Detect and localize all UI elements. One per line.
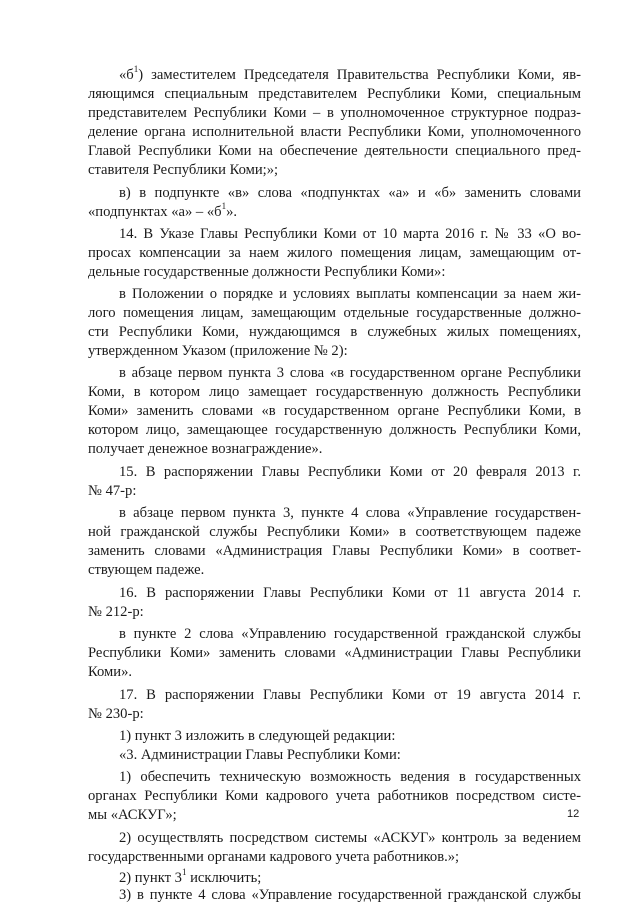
text-line: 17. В распоряжении Главы Республики Коми от 19 августа 2014 г. [119,687,581,703]
text-line: № 212-р: [88,604,144,620]
text-line: 1) пункт 3 изложить в следующей редакции: [119,728,396,744]
text-line: 15. В распоряжении Главы Республики Коми от 20 февраля 2013 г. [119,464,581,480]
text-line: в пункте 2 слова «Управлению государственной гражданской службы [119,626,581,642]
text-line: 16. В распоряжении Главы Республики Коми от 11 августа 2014 г. [119,585,581,601]
text-line: дельные государственные должности Республики Коми»: [88,264,446,280]
text-line: Коми, в котором лицо замещает государственную должность Республики [88,384,581,400]
text-line: котором лицо, замещающее государственную должность Республики Коми, [88,422,581,438]
text-line: 2) осуществлять посредством системы «АСКУГ» контроль за ведением [119,830,581,846]
text-line: органах Республики Коми кадрового учета работников посредством систе- [88,788,581,804]
text-line: государственными органами кадрового учета работников.»; [88,849,460,865]
text-line: № 230-р: [88,706,144,722]
page-number: 12 [567,808,580,820]
text-line: представителем Республики Коми – в уполномоченное структурное подраз- [88,105,581,121]
text-line: ствующем падеже. [88,562,205,578]
text-line: в абзаце первом пункта 3 слова «в государственном органе Республики [119,365,581,381]
text-line: в) в подпункте «в» слова «подпунктах «а» и «б» заменить словами [119,185,581,201]
text-line: в Положении о порядке и условиях выплаты компенсации за наем жи- [119,286,581,302]
text-line: лого помещения лицам, замещающим отдельные государственные должно- [88,305,581,321]
text-line: Коми». [88,664,133,680]
text-line: получает денежное вознаграждение». [88,441,323,457]
text-line: деление органа исполнительной власти Республики Коми, уполномоченного [88,124,581,140]
text-line: 3) в пункте 4 слова «Управление государственной гражданской службы [119,887,581,903]
text-line: ляющимся специальным представителем Республики Коми, специальным [88,86,581,102]
text-line: «$б^1$) заместителем Председателя Правительства Республики Коми, яв- [119,64,581,83]
text-line: в абзаце первом пункта 3, пункте 4 слова «Управление государствен- [119,505,581,521]
text-line: заменить словами «Администрация Главы Республики Коми» в соответ- [88,543,581,559]
text-line: «3. Администрации Главы Республики Коми: [119,747,401,763]
text-line: Коми» заменить словами «в государственном органе Республики Коми, в [88,403,581,419]
text-line: «подпунктах «а» – «$б^1$». [88,201,238,220]
text-line: Республики Коми» заменить словами «Администрации Главы Республики [88,645,581,661]
text-line: 14. В Указе Главы Республики Коми от 10 марта 2016 г. № 33 «О во- [119,226,581,242]
text-line: ной гражданской службы Республики Коми» в соответствующем падеже [88,524,581,540]
text-line: 1) обеспечить техническую возможность ведения в государственных [119,769,581,785]
text-line: сти Республики Коми, нуждающимся в служебных жилых помещениях, [88,324,581,340]
text-line: ставителя Республики Коми;»; [88,162,279,178]
text-line: Главой Республики Коми на обеспечение деятельности специального пред- [88,143,581,159]
text-line: просах компенсации за наем жилого помещения лицам, замещающим от- [88,245,581,261]
text-line: № 47-р: [88,483,137,499]
text-line: утвержденном Указом (приложение № 2): [88,343,348,359]
text-line: 2) пункт $3^1$ исключить; [119,867,262,886]
text-line: мы «АСКУГ»; [88,807,177,823]
